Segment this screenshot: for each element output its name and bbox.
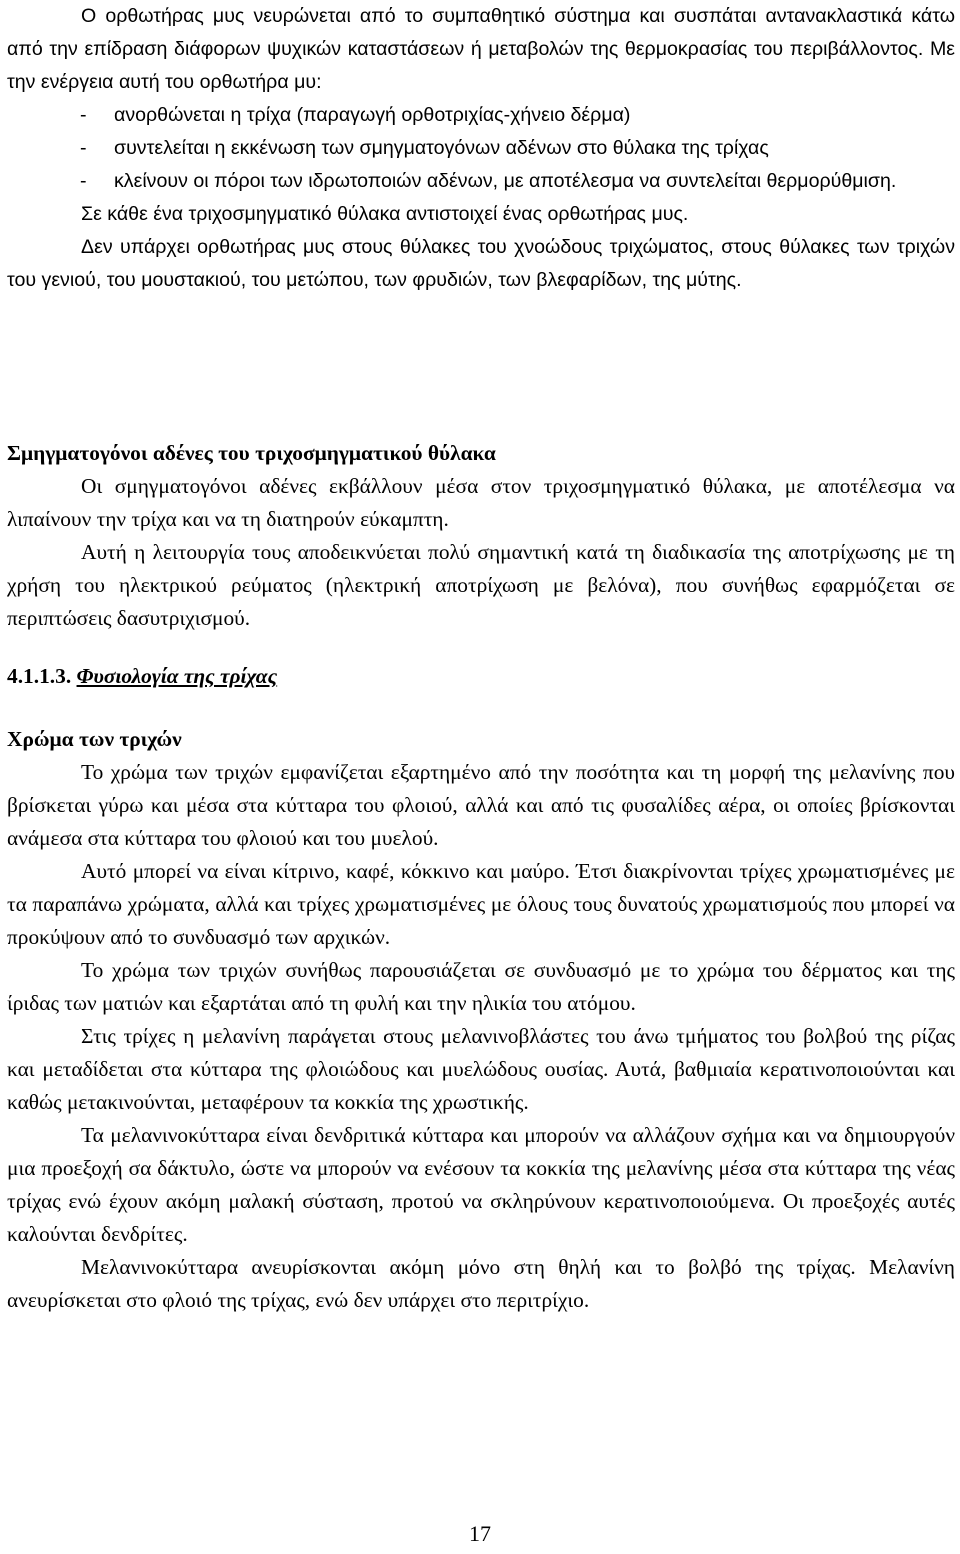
body-paragraph: Μελανινοκύτταρα ανευρίσκονται ακόμη μόνο στη θηλή και το βολβό της τρίχας. Μελανίνη ανευρίσκεται στο φλοιό της τρίχας, ενώ δεν υπάρχει στο περιτρίχιο. (7, 1255, 955, 1312)
section-title-line (7, 660, 955, 693)
body-paragraph: Το χρώμα των τριχών εμφανίζεται εξαρτημένο από την ποσότητα και τη μορφή της μελανίνης που βρίσκεται γύρω και μέσα στα κύτταρα του φλοιού, αλλά και από τις φυσαλίδες αέρα, οι οποίες βρίσκονται ανάμεσα στα κύτταρα του φλοιού και του μυελού. (7, 760, 955, 850)
section-heading (7, 660, 955, 693)
page-number: 17 (469, 1521, 491, 1546)
section-heading: Σμηγματογόνοι αδένες του τριχοσμηγματικού θύλακα (7, 441, 496, 465)
body-paragraph: Οι σμηγματογόνοι αδένες εκβάλλουν μέσα στον τριχοσμηγματικό θύλακα, με αποτέλεσμα να λιπαίνουν την τρίχα και να τη διατηρούν εύκαμπτη. (7, 474, 955, 531)
section-title: Φυσιολογία της τρίχας (76, 664, 278, 688)
section-number: 4.1.1.3. (7, 664, 72, 688)
intro-paragraph: Σε κάθε ένα τριχοσμηγματικό θύλακα αντιστοιχεί ένας ορθωτήρας μυς. (81, 203, 689, 225)
body-paragraph: Το χρώμα των τριχών συνήθως παρουσιάζεται σε συνδυασμό με το χρώμα του δέρματος και της ίριδας των ματιών και εξαρτάται από τη φυλή και την ηλικία του ατόμου. (7, 958, 955, 1015)
intro-paragraph: Ο ορθωτήρας μυς νευρώνεται από το συμπαθητικό σύστημα και συσπάται αντανακλαστικά κάτω από την επίδραση διάφορων ψυχικών καταστάσεων ή μεταβολών της θερμοκρασίας του περιβάλλοντος. Με την ενέργεια αυτή του ορθωτήρα μυ: (7, 5, 955, 93)
subsection-heading: Χρώμα των τριχών (7, 727, 182, 751)
list-item: - ανορθώνεται η τρίχα (παραγωγή ορθοτριχίας-χήνειο δέρμα) (80, 104, 631, 126)
hair-color-section (7, 723, 955, 1317)
intro-section (7, 0, 955, 297)
sebaceous-section (7, 437, 955, 635)
intro-paragraph: Δεν υπάρχει ορθωτήρας μυς στους θύλακες του χνοώδους τριχώματος, στους θύλακες των τριχών του γενιού, του μουστακιού, του μετώπου, των φρυδιών, των βλεφαρίδων, της μύτης. (7, 236, 955, 291)
erector-effects-list (7, 99, 955, 198)
list-item: - κλείνουν οι πόροι των ιδρωτοποιών αδένων, με αποτέλεσμα να συντελείται θερμορύθμιση. (80, 170, 897, 192)
list-item: - συντελείται η εκκένωση των σμηγματογόνων αδένων στο θύλακα της τρίχας (80, 137, 769, 159)
body-paragraph: Αυτό μπορεί να είναι κίτρινο, καφέ, κόκκινο και μαύρο. Έτσι διακρίνονται τρίχες χρωματισμένες με τα παραπάνω χρώματα, αλλά και τρίχες χρωματισμένες με όλους τους δυνατούς χρωματισμούς που μπορεί να προκύψουν από το συνδυασμό των αρχικών. (7, 859, 955, 949)
body-paragraph: Στις τρίχες η μελανίνη παράγεται στους μελανινοβλάστες του άνω τμήματος του βολβού της ρίζας και μεταδίδεται στα κύτταρα της φλοιώδους και μυελώδους ουσίας. Αυτά, βαθμιαία κερατινοποιούνται και καθώς μετακινούνται, μεταφέρουν τα κοκκία της χρωστικής. (7, 1024, 955, 1114)
body-paragraph: Τα μελανινοκύτταρα είναι δενδριτικά κύτταρα και μπορούν να αλλάζουν σχήμα και να δημιουργούν μια προεξοχή σα δάκτυλο, ώστε να μπορούν να ενέσουν τα κοκκία της μελανίνης μέσα στα κύτταρα της νέας τρίχας ενώ έχουν ακόμη μαλακή σύσταση, προτού να σκληρύνουν κερατινοποιούμενα. Οι προεξοχές αυτές καλούνται δενδρίτες. (7, 1123, 955, 1246)
body-paragraph: Αυτή η λειτουργία τους αποδεικνύεται πολύ σημαντική κατά τη διαδικασία της αποτρίχωσης με τη χρήση του ηλεκτρικού ρεύματος (ηλεκτρική αποτρίχωση με βελόνα), που συνήθως εφαρμόζεται σε περιπτώσεις δασυτριχισμού. (7, 540, 955, 630)
